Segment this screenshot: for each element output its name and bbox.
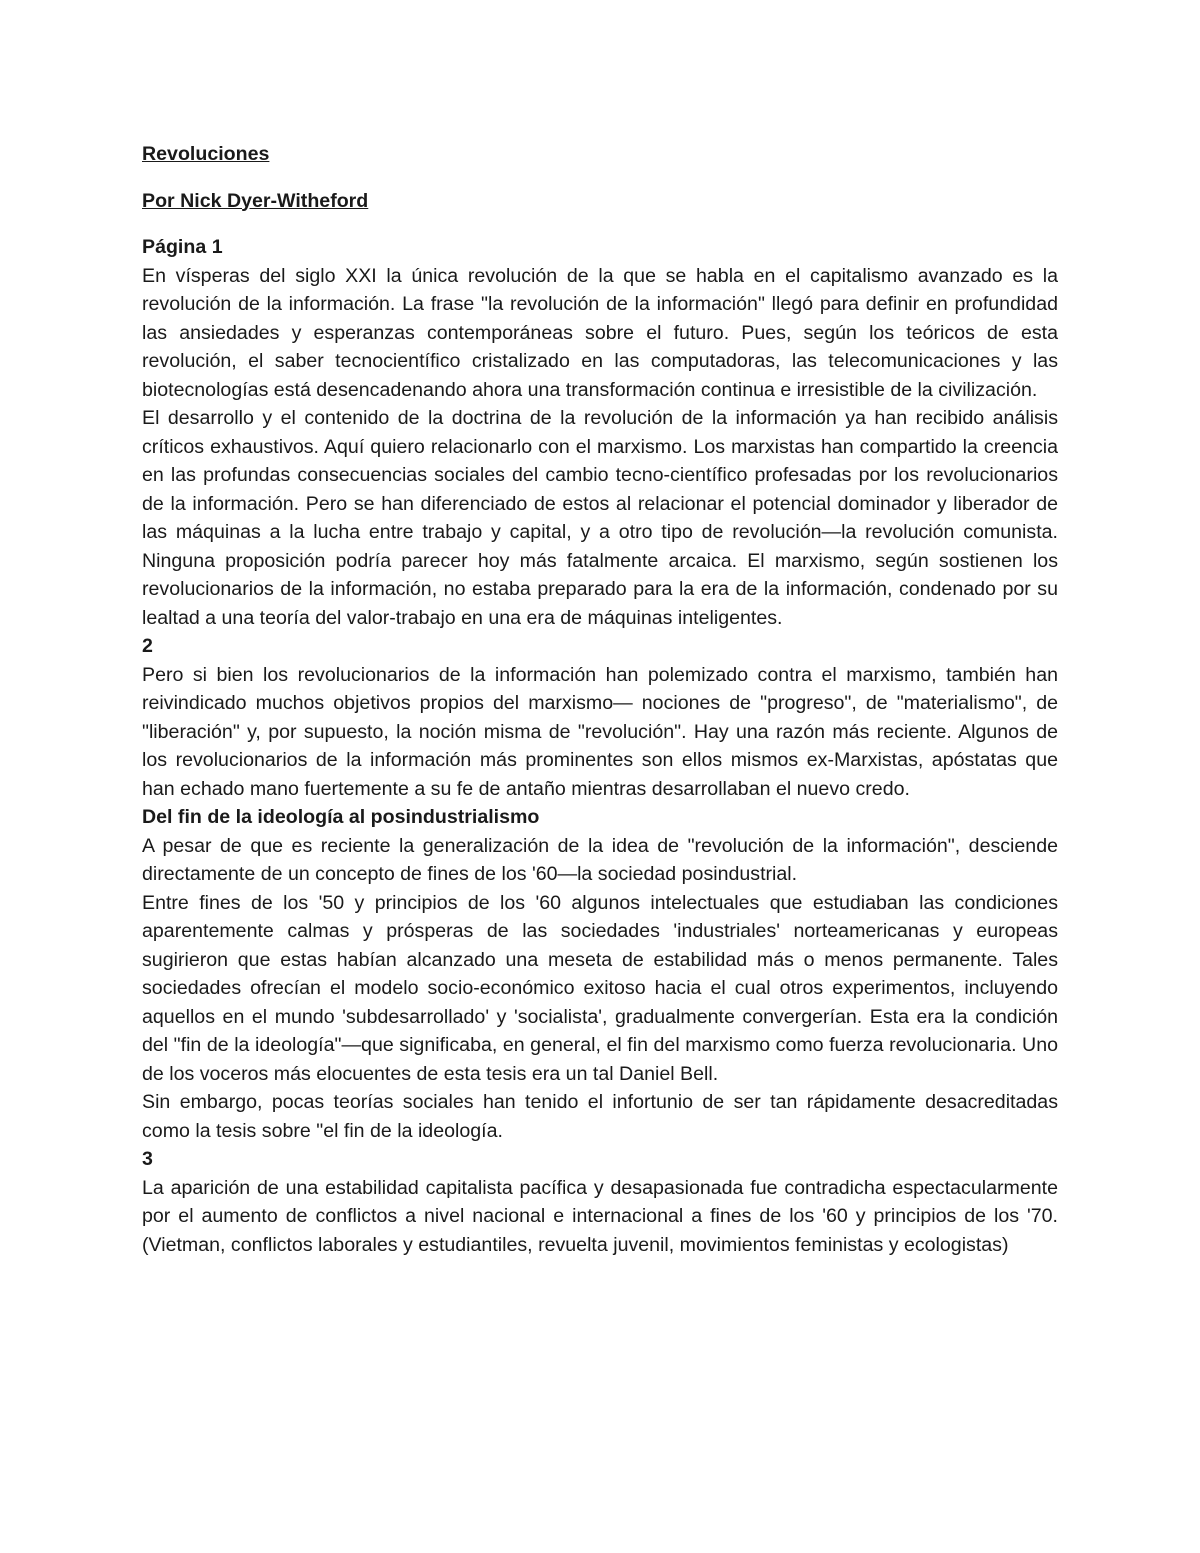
page-marker-1: Página 1 xyxy=(142,236,223,258)
paragraph: En vísperas del siglo XXI la única revolución de la que se habla en el capitalismo avanzado es la revolución de la información. La frase "la revolución de la información" llegó para definir en profundidad las ansiedades y esperanzas contemporáneas sobre el futuro. Pues, según los teóricos de esta revolución, el saber tecnocientífico cristalizado en las computadoras, las telecomunicaciones y las biotecnologías está desencadenando ahora una transformación continua e irresistible de la civilización. xyxy=(142,264,1058,401)
document-author: Por Nick Dyer-Witheford xyxy=(142,189,369,212)
paragraph: Entre fines de los '50 y principios de los '60 algunos intelectuales que estudiaban las condiciones aparentemente calmas y prósperas de las sociedades 'industriales' norteamericanas y europeas sugirieron que estas habían alcanzado una meseta de estabilidad más o menos permanente. Tales sociedades ofrecían el modelo socio-económico exitoso hacia el cual otros experimentos, incluyendo aquellos en el mundo 'subdesarrollado' y 'socialista', gradualmente convergerían. Esta era la condición del "fin de la ideología"—que significaba, en general, el fin del marxismo como fuerza revolucionaria. Uno de los voceros más elocuentes de esta tesis era un tal Daniel Bell. xyxy=(142,891,1058,1085)
document-page xyxy=(142,140,1058,1259)
document-title: Revoluciones xyxy=(142,143,270,165)
page-marker-3: 3 xyxy=(142,1148,153,1170)
paragraph: A pesar de que es reciente la generalización de la idea de "revolución de la información", desciende directamente de un concepto de fines de los '60—la sociedad posindustrial. xyxy=(142,834,1058,885)
paragraph: Pero si bien los revolucionarios de la información han polemizado contra el marxismo, también han reivindicado muchos objetivos propios del marxismo— nociones de "progreso", de "materialismo", de "liberación" y, por supuesto, la noción misma de "revolución". Hay una razón más reciente. Algunos de los revolucionarios de la información más prominentes son ellos mismos ex-Marxistas, apóstatas que han echado mano fuertemente a su fe de antaño mientras desarrollaban el nuevo credo. xyxy=(142,663,1058,800)
paragraph: El desarrollo y el contenido de la doctrina de la revolución de la información ya han recibido análisis críticos exhaustivos. Aquí quiero relacionarlo con el marxismo. Los marxistas han compartido la creencia en las profundas consecuencias sociales del cambio tecno-científico profesadas por los revolucionarios de la información. Pero se han diferenciado de estos al relacionar el potencial dominador y liberador de las máquinas a la lucha entre trabajo y capital, y a otro tipo de revolución—la revolución comunista. Ninguna proposición podría parecer hoy más fatalmente arcaica. El marxismo, según sostienen los revolucionarios de la información, no estaba preparado para la era de la información, condenado por su lealtad a una teoría del valor-trabajo en una era de máquinas inteligentes. xyxy=(142,407,1058,629)
paragraph: La aparición de una estabilidad capitalista pacífica y desapasionada fue contradicha espectacularmente por el aumento de conflictos a nivel nacional e internacional a fines de los '60 y principios de los '70. (Vietman, conflictos laborales y estudiantiles, revuelta juvenil, movimientos feministas y ecologistas) xyxy=(142,1176,1058,1256)
paragraph: Sin embargo, pocas teorías sociales han tenido el infortunio de ser tan rápidamente desacreditadas como la tesis sobre "el fin de la ideología. xyxy=(142,1091,1058,1142)
page-marker-2: 2 xyxy=(142,635,153,657)
section-heading: Del fin de la ideología al posindustrialismo xyxy=(142,806,540,828)
